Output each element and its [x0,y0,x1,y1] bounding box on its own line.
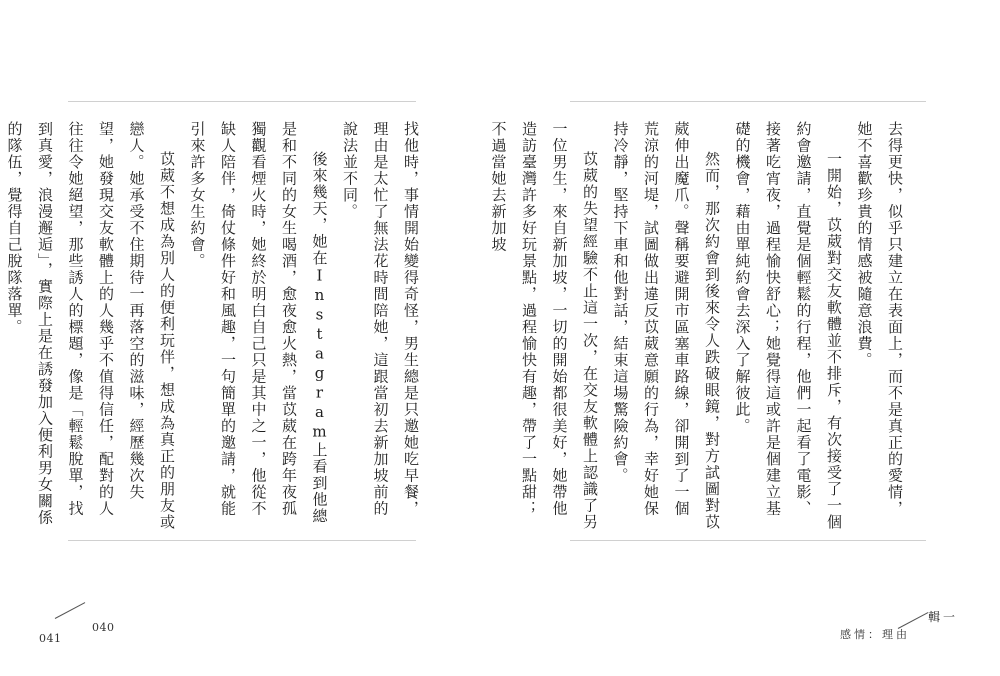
top-rule-left [68,101,416,102]
paragraph: 苡葳的失望經驗不止這一次，在交友軟體上認識了另一位男生，來自新加坡，一切的開始都很美好，她帶他造訪臺灣許多好玩景點，過程愉快有趣，帶了一點甜；不過當她去新加坡 [489,121,599,531]
paragraph: 去得更快，似乎只建立在表面上，而不是真正的愛情，她不喜歡珍貴的情感被隨意浪費。 [855,121,904,517]
paragraph: 然而，那次約會到後來令人跌破眼鏡，對方試圖對苡葳伸出魔爪。聲稱要避開市區塞車路線，卻開到了一個荒涼的河堤，試圖做出違反苡葳意願的行為，幸好她保持冷靜，堅持下車和他對話，結束這場驚險約會。 [611,121,721,531]
paragraph: 找他時，事情開始變得奇怪，男生總是只邀她吃早餐，理由是太忙了無法花時間陪她，這跟當初去新加坡前的說法並不同。 [341,121,420,517]
page-number-041: 041 [39,632,62,645]
paragraph: 一開始，苡葳對交友軟體並不排斥，有次接受了一個約會邀請，直覺是個輕鬆的行程，他們一起看了電影、接著吃宵夜，過程愉快舒心；她覺得這或許是個建立基礎的機會，藉由單純約會去深入了解彼此。 [733,121,843,531]
page-number-divider [55,602,85,619]
top-rule-right [570,101,926,102]
right-page-body [489,121,910,531]
page-number-040: 040 [92,621,115,634]
running-head-chapter: 輯一 [928,610,959,624]
running-head-title: 感情：理由 [840,628,910,641]
bottom-rule-left [68,540,416,541]
paragraph: 後來幾天，她在Instagram上看到他總是和不同的女生喝酒，愈夜愈火熱，當苡葳在跨年夜孤獨觀看煙火時，她終於明白自己只是其中之一，他從不缺人陪伴，倚仗條件好和風趣，一句簡單的邀請，就能引來許多女生約會。 [188,121,329,525]
left-page-body [5,121,426,531]
bottom-rule-right [570,540,926,541]
right-page [489,0,1000,676]
paragraph: 苡葳不想成為別人的便利玩伴，想成為真正的朋友或戀人。她承受不住期待一再落空的滋味，經歷幾次失望，她發現交友軟體上的人幾乎不值得信任，配對的人往往令她絕望，那些誘人的標題，像是「輕鬆脫單，找到真愛，浪漫邂逅」，實際上是在誘發加入便利男女關係的隊伍，覺得自己脫隊落單。 [5,121,176,531]
